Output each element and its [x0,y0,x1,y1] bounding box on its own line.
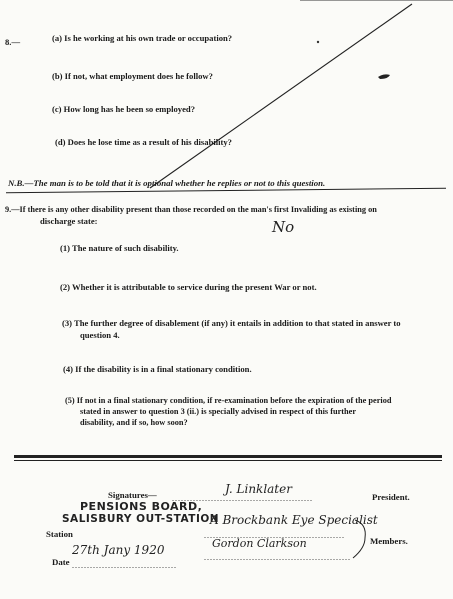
member2-dotted-line: ................................................. [204,553,351,562]
q8-item-c: (c) How long has he been so employed? [52,104,195,114]
stamp-line2: SALISBURY OUT-STATION [62,513,220,525]
president-label: President. [372,492,410,502]
date-handwritten: 27th Jany 1920 [72,543,165,557]
q9-item-2: (2) Whether it is attributable to service during the present War or not. [60,282,317,292]
q9-item-5-line1: (5) If not in a final stationary condition, if re-examination before the expiration of the period [65,396,392,405]
q9-item-5-line3: disability, and if so, how soon? [80,418,188,427]
members-label: Members. [370,536,408,546]
q9-intro-line1: 9.—If there is any other disability present than those recorded on the man's first Invaliding as existing on [5,205,377,214]
nb-note: N.B.—The man is to be told that it is optional whether he replies or not to this question. [8,178,326,188]
q8-item-d: (d) Does he lose time as a result of his disability? [55,137,232,147]
q9-item-5-line2: stated in answer to question 3 (ii.) is specially advised in respect of this further [80,407,357,416]
q9-item-3-line1: (3) The further degree of disablement (if any) it entails in addition to that stated in answer to [62,318,401,328]
q8-item-b: (b) If not, what employment does he follow? [52,71,213,81]
q9-intro-line2: discharge state: [40,216,98,226]
president-signature: J. Linklater [225,482,292,496]
date-dotted-line: ................................... [72,561,177,570]
member1-dotted-line: ............................................... [204,531,345,540]
signatures-label: Signatures— [108,490,157,500]
q8-item-a: (a) Is he working at his own trade or occupation? [52,33,233,43]
date-label: Date [52,557,70,567]
member2-signature: Gordon Clarkson [212,537,307,550]
q8-number: 8.— [5,37,21,47]
member1-signature: A Brockbank Eye Specialist [210,513,378,527]
q9-item-1: (1) The nature of such disability. [60,243,179,253]
president-dotted-line: ............................................... [172,494,313,503]
stamp-line1: PENSIONS BOARD, [80,500,203,513]
q9-item-4: (4) If the disability is in a final stationary condition. [63,364,252,374]
q9-item-3-line2: question 4. [80,330,120,340]
station-label: Station [46,529,73,539]
q9-handwritten-answer: No [272,218,295,236]
